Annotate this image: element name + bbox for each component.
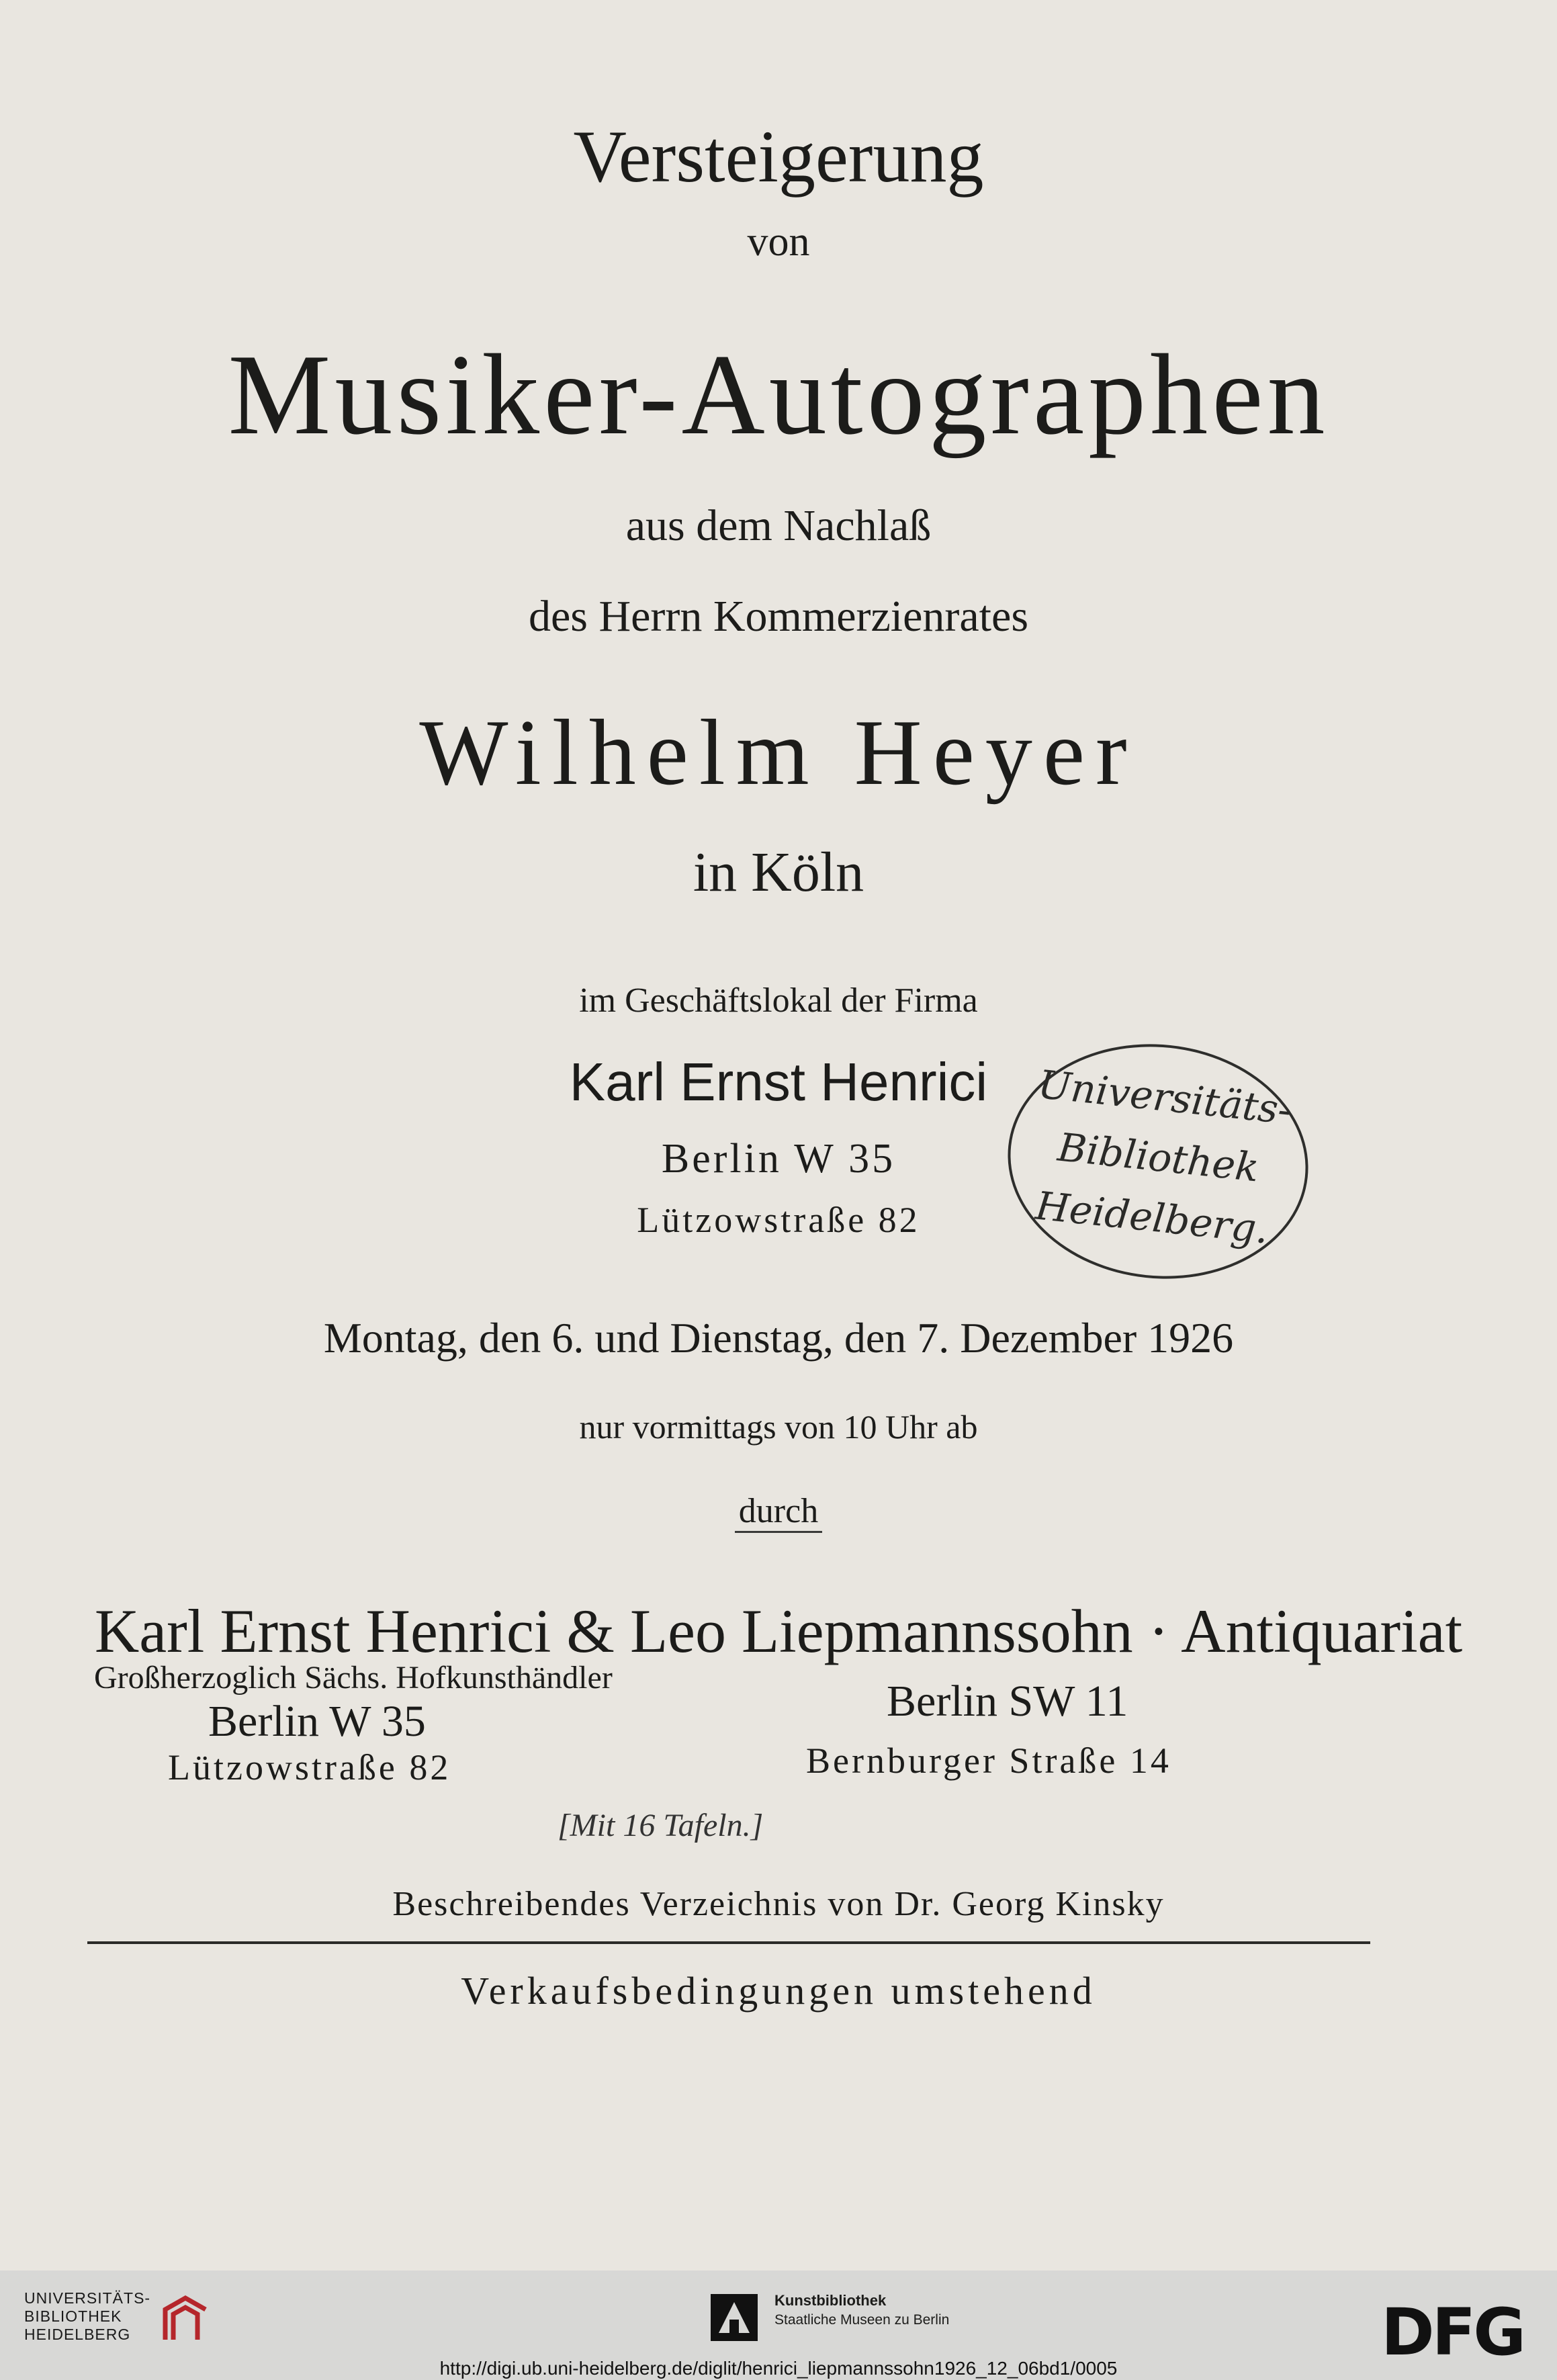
conditions-note: Verkaufsbedingungen umstehend [461,1969,1096,2013]
dealers-line: Karl Ernst Henrici & Leo Liepmannssohn · Antiquariat [94,1597,1463,1665]
dealer-right-street: Bernburger Straße 14 [806,1740,1171,1781]
kb-subtitle: Staatliche Museen zu Berlin [774,2312,950,2328]
dfg-logo-icon[interactable]: DFG [1380,2295,1523,2370]
collector-name: Wilhelm Heyer [419,701,1138,805]
stamp-line-3: Heidelberg. [1033,1182,1271,1253]
kb-title: Kunstbibliothek [774,2292,887,2309]
title-von: von [747,219,810,265]
line-kommerzienrat: des Herrn Kommerzienrates [528,592,1028,641]
handwritten-note: [Mit 16 Tafeln.] [558,1808,764,1843]
catalog-author: Beschreibendes Verzeichnis von Dr. Georg Kinsky [392,1885,1165,1923]
stamp-line-2: Bibliothek [1055,1124,1261,1191]
venue-city: Berlin W 35 [661,1136,896,1182]
kb-logo-mark-icon [711,2294,758,2341]
line-nachlass: aus dem Nachlaß [625,501,932,550]
kunstbibliothek-logo-icon[interactable] [711,2291,993,2351]
divider-rule [87,1941,1370,1944]
source-url[interactable]: http://digi.ub.uni-heidelberg.de/diglit/henrici_liepmannssohn1926_12_06bd1/0005 [439,2358,1118,2379]
footer-bar [0,2271,1557,2380]
durch-label [0,1491,1557,1533]
dealer-left-street: Lützowstraße 82 [168,1747,451,1788]
venue-intro: im Geschäftslokal der Firma [579,981,978,1020]
dealer-left-city: Berlin W 35 [208,1697,426,1746]
collector-city: in Köln [693,841,864,903]
stamp-line-1: Universitäts- [1036,1061,1294,1134]
auction-time: nur vormittags von 10 Uhr ab [579,1408,978,1446]
uni-logo-text: UNIVERSITÄTS- BIBLIOTHEK HEIDELBERG [24,2289,151,2343]
main-title: Musiker-Autographen [228,331,1329,459]
venue-firm: Karl Ernst Henrici [569,1052,988,1112]
university-library-logo-icon[interactable] [24,2289,219,2350]
durch-text: durch [735,1491,822,1533]
auction-dates: Montag, den 6. und Dienstag, den 7. Dezember 1926 [323,1314,1234,1362]
uni-logo-mark-icon [159,2293,212,2346]
dealer-right-city: Berlin SW 11 [887,1677,1128,1726]
title-versteigerung: Versteigerung [573,116,984,197]
venue-street: Lützowstraße 82 [637,1200,920,1240]
dealer-left-subtitle: Großherzoglich Sächs. Hofkunsthändler [94,1660,613,1695]
